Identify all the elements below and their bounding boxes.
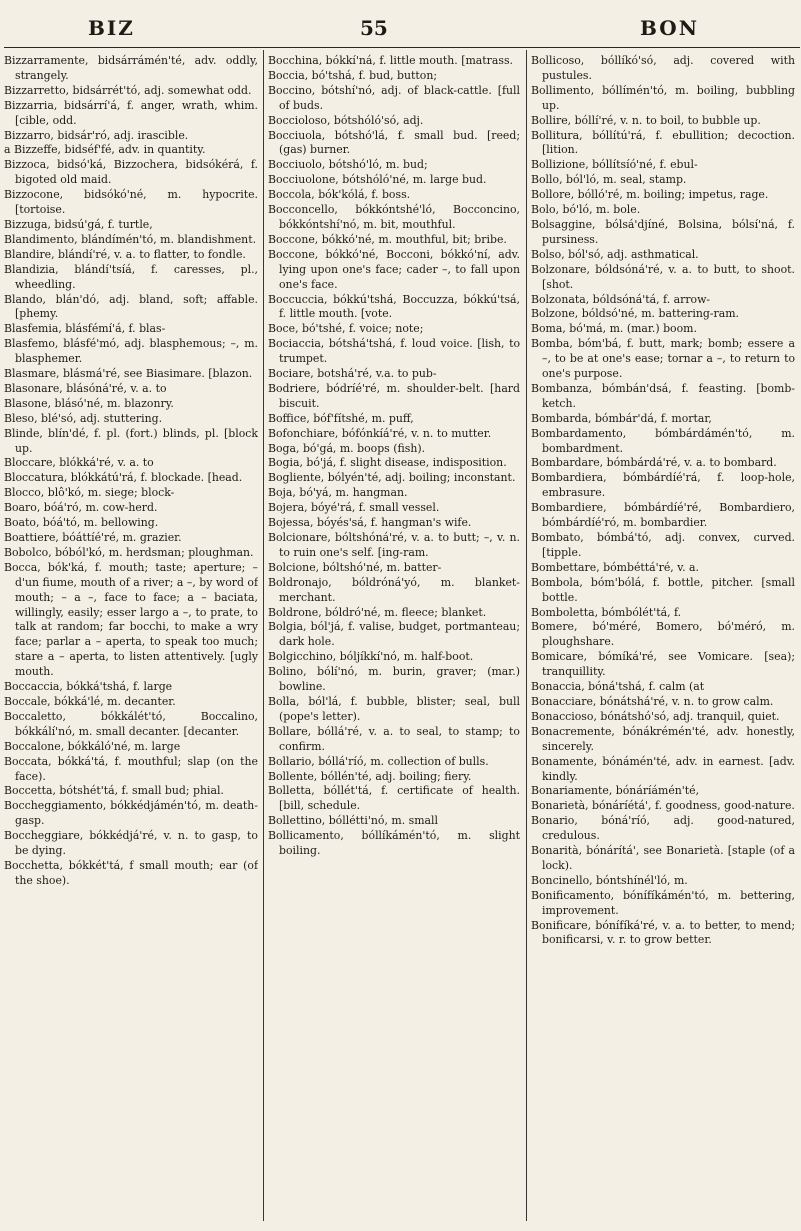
dictionary-entry: Boccetta, bótshét'tá, f. small bud; phial. bbox=[4, 784, 224, 798]
dictionary-entry: Bogliente, bólyén'té, adj. boiling; inconstant. bbox=[268, 471, 516, 485]
dictionary-entry: Bollore, bólló'ré, m. boiling; impetus, rage. bbox=[531, 188, 769, 202]
dictionary-entry: Boce, bó'tshé, f. voice; note; bbox=[268, 322, 424, 336]
dictionary-entry: Boma, bó'má, m. (mar.) boom. bbox=[531, 322, 697, 336]
dictionary-entry: Bolzone, bóldsó'né, m. battering-ram. bbox=[531, 307, 739, 321]
dictionary-entry: Boccheggiare, bókkédjá'ré, v. n. to gasp, to be dying. bbox=[4, 829, 258, 858]
dictionary-entry: Bonaccia, bóná'tshá, f. calm (at bbox=[531, 680, 705, 694]
dictionary-entry: Boattiere, bóáttíé'ré, m. grazier. bbox=[4, 531, 182, 544]
dictionary-entry: Bizzarria, bidsárrí'á, f. anger, wrath, whim. [cible, odd. bbox=[4, 98, 258, 127]
dictionary-entry: Blasfemia, blásfémí'á, f. blas- bbox=[4, 322, 166, 336]
dictionary-entry: Bolla, ból'lá, f. bubble, blister; seal, bull (pope's letter). bbox=[268, 694, 520, 723]
dictionary-entry: Blasfemo, blásfé'mó, adj. blasphemous; –, m. blasphemer. bbox=[4, 337, 258, 366]
dictionary-entry: Bonariamente, bónáríámén'té, bbox=[531, 784, 700, 798]
dictionary-entry: Bolcionare, bóltshóná'ré, v. a. to butt; –, v. n. to ruin one's self. [ing-ram. bbox=[268, 531, 520, 559]
dictionary-entry: Bomere, bó'méré, Bomero, bó'méró, m. ploughshare. bbox=[531, 620, 795, 649]
dictionary-entry: Bollo, ból'ló, m. seal, stamp. bbox=[531, 173, 687, 187]
dictionary-entry: Bonificare, bónífíká'ré, v. a. to better, to mend; bonificarsi, v. r. to grow better. bbox=[531, 918, 795, 947]
dictionary-entry: Bocciuola, bótshó'lá, f. small bud. [reed; (gas) burner. bbox=[268, 128, 520, 157]
dictionary-entry: Blocco, blô'kó, m. siege; block- bbox=[4, 486, 175, 500]
dictionary-entry: Bonacciare, bónátshá'ré, v. n. to grow calm. bbox=[531, 694, 774, 708]
dictionary-entry: Bollitura, bóllítú'rá, f. ebullition; decoction. [lition. bbox=[531, 128, 795, 157]
dictionary-entry: Boccaletto, bókkálét'tó, Boccalino, bókkálí'nó, m. small decanter. [decanter. bbox=[4, 709, 258, 738]
dictionary-entry: Boccaccia, bókká'tshá, f. large bbox=[4, 680, 173, 694]
column-3 bbox=[531, 54, 795, 1221]
left-guide-word: BIZ bbox=[88, 16, 135, 40]
column-2 bbox=[268, 54, 520, 1221]
dictionary-entry: Boldronajo, bóldróná'yó, m. blanket-merchant. bbox=[268, 575, 520, 604]
dictionary-entry: Bombanza, bómbán'dsá, f. feasting. [bomb-ketch. bbox=[531, 381, 795, 410]
dictionary-entry: Bombardare, bómbárdá'ré, v. a. to bombard. bbox=[531, 456, 777, 470]
dictionary-entry: Blandire, blándí'ré, v. a. to flatter, to fondle. bbox=[4, 247, 246, 261]
dictionary-entry: Bollettino, bóllétti'nó, m. small bbox=[268, 814, 438, 828]
page-number: 55 bbox=[360, 16, 388, 40]
dictionary-entry: Blasmare, blásmá'ré, see Biasimare. [blazon. bbox=[4, 367, 253, 381]
dictionary-entry: Bolzonata, bóldsóná'tá, f. arrow- bbox=[531, 292, 711, 306]
dictionary-entry: Bociare, botshá'ré, v.a. to pub- bbox=[268, 367, 437, 381]
dictionary-entry: Bocchetta, bókkét'tá, f small mouth; ear (of the shoe). bbox=[4, 858, 258, 887]
dictionary-entry: Bocca, bók'ká, f. mouth; taste; aperture; – d'un fiume, mouth of a river; a –, by word of mouth; – a –, face to face; a – baciata, willingly, easily; esser largo a –, to prate, to talk at random; far bocchi, to make a wry face; parlar a – aperta, to speak too much; stare a – aperta, to listen attentively. [ugly mouth. bbox=[4, 560, 258, 679]
dictionary-entry: Bolo, bó'ló, m. bole. bbox=[531, 203, 641, 217]
dictionary-entry: Bocconcello, bókkóntshé'ló, Bocconcino, bókkóntshí'nó, m. bit, mouthful. bbox=[268, 203, 520, 231]
dictionary-entry: Bollicamento, bóllíkámén'tó, m. slight boiling. bbox=[268, 829, 520, 858]
dictionary-entry: Boffice, bóf'fítshé, m. puff, bbox=[268, 411, 414, 425]
dictionary-entry: Bizzarretto, bidsárrét'tó, adj. somewhat odd. bbox=[4, 83, 252, 97]
dictionary-entry: Bonarità, bónárítá', see Bonarietà. [staple (of a lock). bbox=[531, 844, 795, 872]
dictionary-entry: Boccia, bó'tshá, f. bud, button; bbox=[268, 68, 438, 82]
dictionary-entry: Boccola, bók'kólá, f. boss. bbox=[268, 188, 411, 202]
dictionary-entry: Boja, bó'yá, m. hangman. bbox=[268, 486, 408, 500]
column-1 bbox=[4, 54, 258, 1221]
dictionary-entry: Bollicoso, bóllíkó'só, adj. covered with pustules. bbox=[531, 54, 795, 82]
right-guide-word: BON bbox=[640, 16, 699, 40]
dictionary-entry: Boaro, bóá'ró, m. cow-herd. bbox=[4, 501, 158, 515]
dictionary-entry: Bollario, bóllá'ríó, m. collection of bulls. bbox=[268, 754, 489, 768]
dictionary-entry: Bollimento, bóllímén'tó, m. boiling, bubbling up. bbox=[531, 83, 795, 112]
dictionary-entry: Bonificamento, bónífíkámén'tó, m. bettering, improvement. bbox=[531, 888, 795, 917]
dictionary-entry: Boccino, bótshí'nó, adj. of black-cattle. [full of buds. bbox=[268, 83, 520, 112]
dictionary-entry: Bolsaggine, bólsá'djíné, Bolsina, bólsí'ná, f. pursiness. bbox=[531, 217, 795, 246]
dictionary-entry: Bombardamento, bómbárdámén'tó, m. bombardment. bbox=[531, 426, 795, 455]
dictionary-entry: Bojera, bóyé'rá, f. small vessel. bbox=[268, 501, 440, 515]
dictionary-entry: Bolletta, bóllét'tá, f. certificate of health. [bill, schedule. bbox=[268, 784, 520, 813]
dictionary-entry: Bollare, bóllá'ré, v. a. to seal, to stamp; to confirm. bbox=[268, 724, 520, 753]
dictionary-entry: Bollire, bóllí'ré, v. n. to boil, to bubble up. bbox=[531, 113, 761, 127]
dictionary-entry: Boccioloso, bótshóló'só, adj. bbox=[268, 113, 424, 127]
dictionary-entry: Bocciuolo, bótshó'ló, m. bud; bbox=[268, 158, 428, 172]
dictionary-entry: Boccone, bókkó'né, m. mouthful, bit; bribe. bbox=[268, 232, 507, 246]
dictionary-entry: Bleso, blé'só, adj. stuttering. bbox=[4, 411, 163, 425]
dictionary-entry: Boato, bóá'tó, m. bellowing. bbox=[4, 516, 159, 530]
dictionary-entry: Bombato, bómbá'tó, adj. convex, curved. [tipple. bbox=[531, 531, 795, 559]
dictionary-entry: Bocchina, bókkí'ná, f. little mouth. [matrass. bbox=[268, 54, 513, 67]
dictionary-entry: Bonamente, bónámén'té, adv. in earnest. [adv. kindly. bbox=[531, 754, 795, 783]
dictionary-entry: Bizzarro, bidsár'ró, adj. irascible. bbox=[4, 128, 189, 142]
dictionary-entry: Bomboletta, bómbólét'tá, f. bbox=[531, 605, 682, 619]
dictionary-entry: a Bizzeffe, bidséf'fé, adv. in quantity. bbox=[4, 143, 206, 157]
dictionary-entry: Bombardiere, bómbárdíé'ré, Bombardiero, bómbárdíé'ró, m. bombardier. bbox=[531, 501, 795, 530]
dictionary-entry: Bolcione, bóltshó'né, m. batter- bbox=[268, 560, 442, 574]
dictionary-entry: Bociaccia, bótshá'tshá, f. loud voice. [lish, to trumpet. bbox=[268, 337, 520, 366]
dictionary-entry: Bombettare, bómbéttá'ré, v. a. bbox=[531, 560, 699, 574]
dictionary-entry: Bolgia, ból'já, f. valise, budget, portmanteau; dark hole. bbox=[268, 620, 520, 649]
dictionary-entry: Bombardiera, bómbárdíé'rá, f. loop-hole, embrasure. bbox=[531, 471, 795, 500]
dictionary-entry: Bombola, bóm'bólá, f. bottle, pitcher. [small bottle. bbox=[531, 575, 795, 604]
dictionary-entry: Boccalone, bókkáló'né, m. large bbox=[4, 739, 181, 753]
dictionary-entry: Bodriere, bódríé'ré, m. shoulder-belt. [hard biscuit. bbox=[268, 381, 520, 410]
dictionary-entry: Boccale, bókká'lé, m. decanter. bbox=[4, 694, 176, 708]
dictionary-entry: Blandimento, blándímén'tó, m. blandishment. bbox=[4, 232, 257, 246]
dictionary-entry: Bofonchiare, bófónkíá'ré, v. n. to mutter. bbox=[268, 426, 492, 440]
dictionary-entry: Bomba, bóm'bá, f. butt, mark; bomb; essere a –, to be at one's ease; tornar a –, to return to one's purpose. bbox=[531, 337, 795, 381]
dictionary-entry: Blasone, blásó'né, m. blazonry. bbox=[4, 396, 174, 410]
dictionary-entry: Boccone, bókkó'né, Bocconi, bókkó'ní, adv. lying upon one's face; cader –, to fall upon one's face. bbox=[268, 247, 520, 291]
dictionary-entry: Blandizia, blándí'tsíá, f. caresses, pl., wheedling. bbox=[4, 262, 258, 291]
dictionary-entry: Bollente, bóllén'té, adj. boiling; fiery. bbox=[268, 769, 472, 783]
dictionary-entry: Bloccatura, blókkátú'rá, f. blockade. [head. bbox=[4, 471, 243, 485]
dictionary-entry: Boga, bó'gá, m. boops (fish). bbox=[268, 441, 426, 455]
dictionary-entry: Bloccare, blókká'ré, v. a. to bbox=[4, 456, 154, 470]
dictionary-entry: Bogia, bó'já, f. slight disease, indisposition. bbox=[268, 456, 507, 470]
dictionary-entry: Bizzoca, bidsó'ká, Bizzochera, bidsókérá, f. bigoted old maid. bbox=[4, 158, 258, 187]
dictionary-entry: Bocciuolone, bótshóló'né, m. large bud. bbox=[268, 173, 487, 187]
dictionary-entry: Bolzonare, bóldsóná'ré, v. a. to butt, to shoot. [shot. bbox=[531, 262, 795, 291]
header-rule bbox=[4, 47, 800, 48]
dictionary-entry: Bombarda, bómbár'dá, f. mortar, bbox=[531, 411, 712, 425]
column-divider bbox=[526, 50, 527, 1221]
dictionary-entry: Bonacremente, bónákrémén'té, adv. honestly, sincerely. bbox=[531, 724, 795, 753]
dictionary-entry: Bobolco, bóból'kó, m. herdsman; ploughman. bbox=[4, 545, 254, 559]
column-divider bbox=[263, 50, 264, 1221]
dictionary-entry: Bollizione, bóllítsíó'né, f. ebul- bbox=[531, 158, 698, 172]
dictionary-entry: Boccheggiamento, bókkédjámén'tó, m. death-gasp. bbox=[4, 799, 258, 828]
dictionary-entry: Boccata, bókká'tá, f. mouthful; slap (on the face). bbox=[4, 754, 258, 783]
dictionary-entry: Bojessa, bóyés'sá, f. hangman's wife. bbox=[268, 516, 472, 530]
dictionary-entry: Boncinello, bóntshínél'ló, m. bbox=[531, 873, 688, 887]
dictionary-entry: Boldrone, bóldró'né, m. fleece; blanket. bbox=[268, 605, 487, 619]
dictionary-entry: Blasonare, blásóná'ré, v. a. to bbox=[4, 381, 167, 395]
dictionary-entry: Blando, blán'dó, adj. bland, soft; affable. [phemy. bbox=[4, 292, 258, 321]
dictionary-entry: Bonario, bóná'ríó, adj. good-natured, credulous. bbox=[531, 814, 795, 843]
dictionary-entry: Bolso, ból'só, adj. asthmatical. bbox=[531, 247, 699, 261]
page-header bbox=[30, 16, 790, 42]
dictionary-entry: Bonaccioso, bónátshó'só, adj. tranquil, quiet. bbox=[531, 709, 780, 723]
dictionary-entry: Blinde, blín'dé, f. pl. (fort.) blinds, pl. [block up. bbox=[4, 426, 258, 455]
dictionary-entry: Bizzarramente, bidsárrámén'té, adv. oddly, strangely. bbox=[4, 54, 258, 82]
dictionary-entry: Bonarietà, bónáríétá', f. goodness, good-nature. bbox=[531, 799, 795, 813]
dictionary-entry: Bomicare, bómíká'ré, see Vomicare. [sea); tranquillity. bbox=[531, 650, 795, 679]
dictionary-entry: Bolino, bólí'nó, m. burin, graver; (mar.) bowline. bbox=[268, 665, 520, 694]
dictionary-entry: Bizzocone, bidsókó'né, m. hypocrite. [tortoise. bbox=[4, 188, 258, 217]
dictionary-entry: Bolgicchino, bóljíkkí'nó, m. half-boot. bbox=[268, 650, 474, 664]
dictionary-entry: Boccuccia, bókkú'tshá, Boccuzza, bókkú'tsá, f. little mouth. [vote. bbox=[268, 292, 520, 321]
dictionary-entry: Bizzuga, bidsú'gá, f. turtle, bbox=[4, 217, 153, 231]
